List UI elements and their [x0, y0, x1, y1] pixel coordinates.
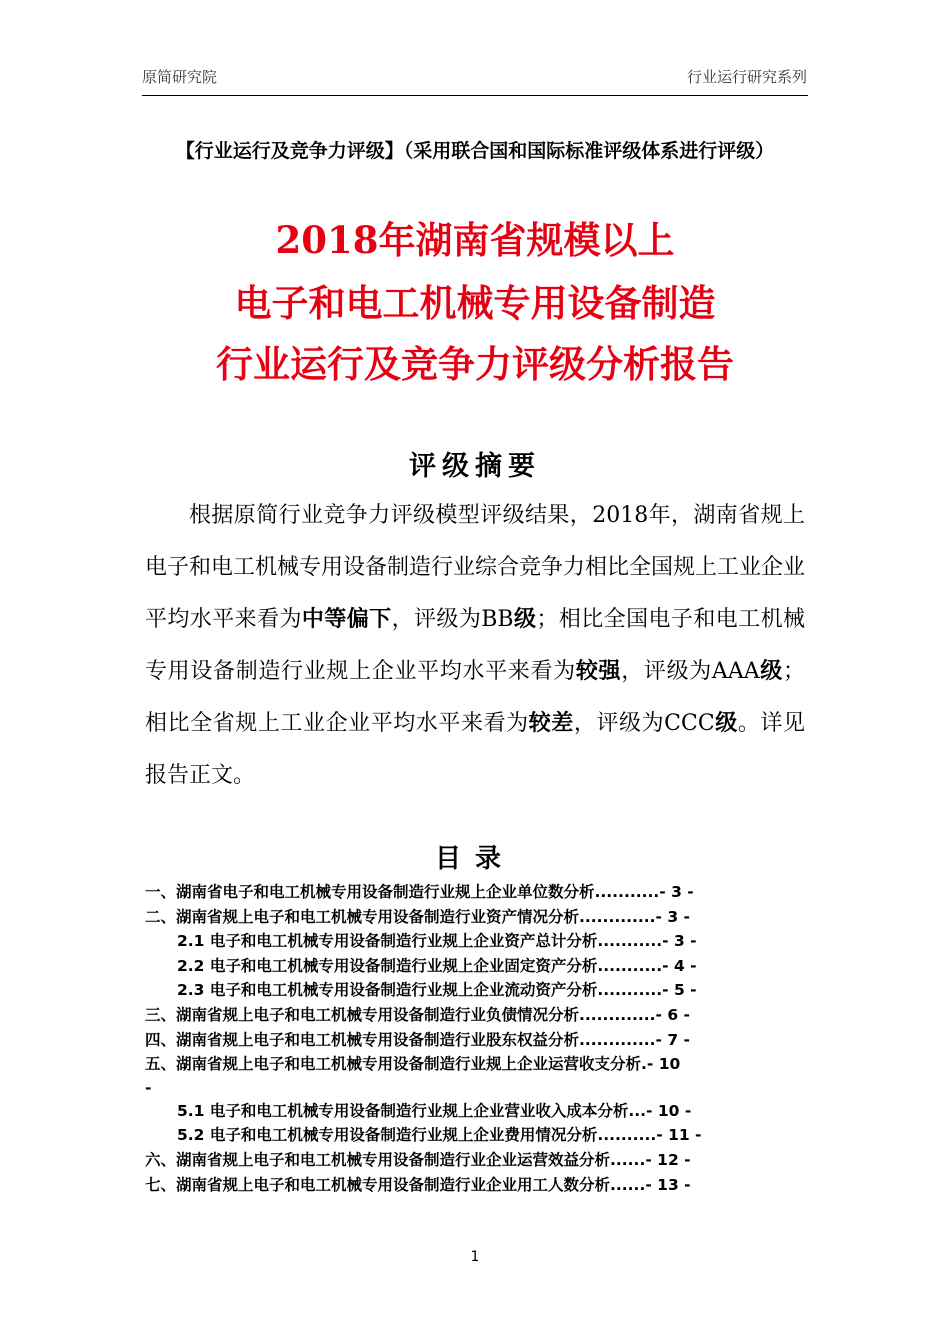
header-divider: [142, 95, 808, 96]
summary-text: ；相比全省规上工业企业平均水平来看为: [145, 659, 805, 736]
summary-text: ，评级为BB: [391, 607, 514, 632]
toc-entry[interactable]: 五、湖南省规上电子和电工机械专用设备制造行业规上企业运营收支分析.- 10: [145, 1055, 681, 1074]
summary-text: 根据原简行业竞争力评级模型评级结果，2018年，湖南省规上电子和电工机械专用设备制造行业综合竞争力相比全国规上工业企业平均水平来看为: [145, 503, 806, 632]
toc-entry[interactable]: 四、湖南省规上电子和电工机械专用设备制造行业股东权益分析.............- 7 -: [145, 1030, 690, 1049]
rating-national-industry-level: 中等偏下: [301, 607, 392, 632]
toc-subentry[interactable]: 2.3 电子和电工机械专用设备制造行业规上企业流动资产分析...........- 5 -: [177, 981, 697, 1000]
toc-entry[interactable]: 六、湖南省规上电子和电工机械专用设备制造行业企业运营效益分析......- 12 -: [145, 1150, 691, 1169]
toc-entry[interactable]: 三、湖南省规上电子和电工机械专用设备制造行业负债情况分析.............- 6 -: [145, 1005, 690, 1024]
toc-subentry[interactable]: 5.1 电子和电工机械专用设备制造行业规上企业营业收入成本分析...- 10 -: [177, 1101, 692, 1120]
toc-entry-continuation: -: [145, 1078, 152, 1097]
summary-bold-text: 级: [759, 659, 783, 684]
report-title-line-1: 2018年湖南省规模以上: [275, 218, 675, 262]
summary-paragraph: [145, 490, 805, 802]
toc-entry[interactable]: 二、湖南省规上电子和电工机械专用设备制造行业资产情况分析.............- 3 -: [145, 907, 690, 926]
header-left-text: 原简研究院: [142, 68, 218, 86]
toc-subentry[interactable]: 5.2 电子和电工机械专用设备制造行业规上企业费用情况分析..........- 11 -: [177, 1126, 702, 1145]
toc-heading: 目录: [434, 844, 515, 874]
toc-entry[interactable]: 一、湖南省电子和电工机械专用设备制造行业规上企业单位数分析...........- 3 -: [145, 883, 694, 901]
report-title-line-2: 电子和电工机械专用设备制造: [234, 281, 716, 325]
rating-system-line: 【行业运行及竞争力评级】（采用联合国和国际标准评级体系进行评级）: [175, 140, 775, 162]
toc-subentry[interactable]: 2.1 电子和电工机械专用设备制造行业规上企业资产总计分析...........- 3 -: [177, 932, 697, 951]
header-right-text: 行业运行研究系列: [686, 68, 807, 86]
table-of-contents: [145, 880, 813, 1197]
toc-entry[interactable]: 七、湖南省规上电子和电工机械专用设备制造行业企业用工人数分析......- 13 -: [145, 1175, 691, 1194]
toc-subentry[interactable]: 2.2 电子和电工机械专用设备制造行业规上企业固定资产分析...........- 4 -: [177, 956, 697, 975]
rating-province-level: 较差: [528, 711, 574, 736]
summary-text: ，评级为AAA: [621, 659, 760, 684]
rating-sector-level: 较强: [575, 659, 622, 684]
report-title-line-3: 行业运行及竞争力评级分析报告: [216, 342, 734, 386]
summary-heading: 评级摘要: [409, 451, 541, 482]
summary-text: ；相比全国电子和电工机械专用设备制造行业规上企业平均水平来看为: [145, 607, 805, 684]
summary-text: ，评级为CCC: [573, 711, 715, 736]
summary-bold-text: 级: [513, 607, 537, 632]
summary-bold-text: 级: [714, 711, 738, 736]
page-number: 1: [470, 1249, 480, 1265]
summary-text: 。详见报告正文。: [145, 711, 805, 788]
